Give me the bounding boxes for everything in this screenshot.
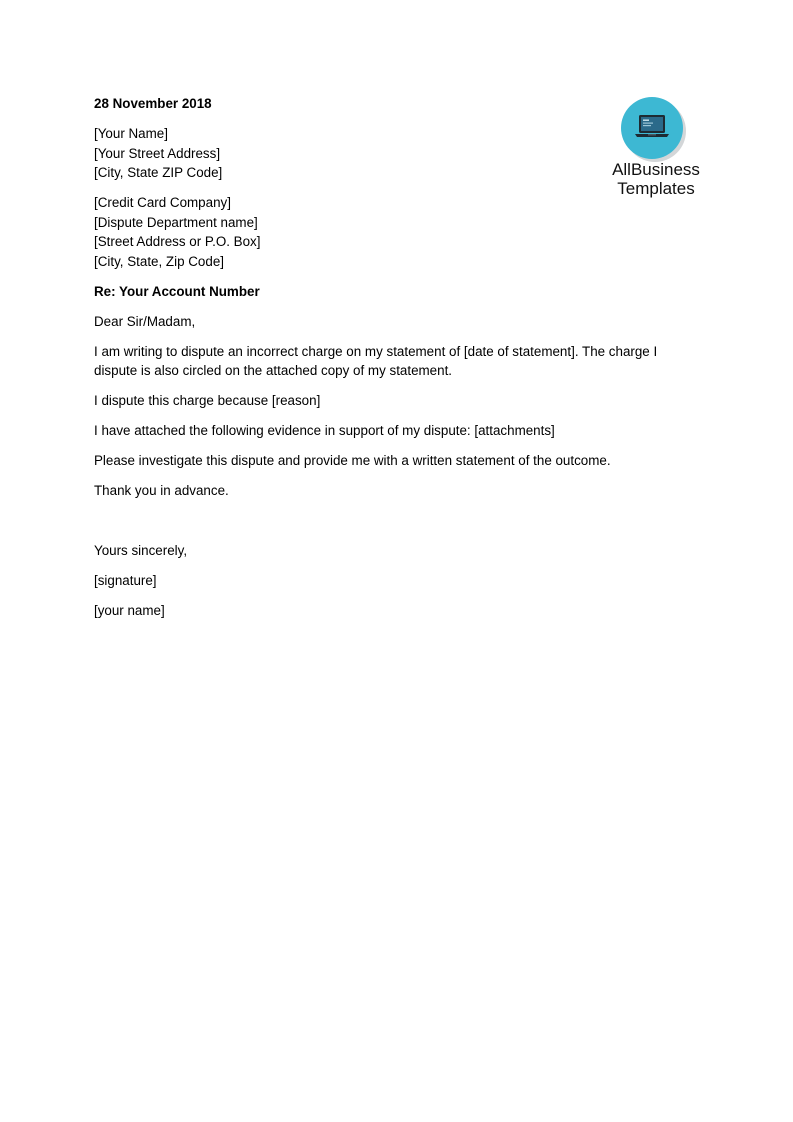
- recipient-street: [Street Address or P.O. Box]: [94, 234, 261, 249]
- letter-date: 28 November 2018: [94, 96, 212, 111]
- recipient-department: [Dispute Department name]: [94, 214, 258, 230]
- recipient-city: [City, State, Zip Code]: [94, 253, 224, 269]
- allbusiness-logo: [596, 94, 716, 204]
- logo-text-line1: AllBusiness: [612, 160, 700, 179]
- letter-signature: [signature]: [94, 573, 157, 588]
- recipient-company: [Credit Card Company]: [94, 195, 231, 210]
- sender-city: [City, State ZIP Code]: [94, 165, 223, 180]
- sender-street: [Your Street Address]: [94, 145, 221, 161]
- logo-circle: [620, 96, 686, 162]
- letter-salutation: Dear Sir/Madam,: [94, 313, 196, 329]
- paragraph-spacer: [94, 511, 704, 541]
- body-paragraph-3: I have attached the following evidence in support of my dispute: [attachments]: [94, 423, 555, 438]
- body-paragraph-4: Please investigate this dispute and provide me with a written statement of the outcome.: [94, 453, 611, 468]
- letter-name: [your name]: [94, 603, 165, 618]
- body-paragraph-1: I am writing to dispute an incorrect charge on my statement of [date of statement]. The charge I dispute is also circled on the attached copy of my statement.: [94, 343, 658, 378]
- recipient-address: [94, 193, 704, 271]
- letter-closing: Yours sincerely,: [94, 543, 188, 558]
- logo-text-line2: Templates: [617, 179, 695, 198]
- body-paragraph-5: Thank you in advance.: [94, 483, 229, 498]
- letter-subject: Re: Your Account Number: [94, 283, 260, 299]
- sender-name: [Your Name]: [94, 126, 168, 141]
- logo-text: [596, 160, 716, 198]
- body-paragraph-2: I dispute this charge because [reason]: [94, 393, 321, 408]
- laptop-icon: [620, 96, 686, 162]
